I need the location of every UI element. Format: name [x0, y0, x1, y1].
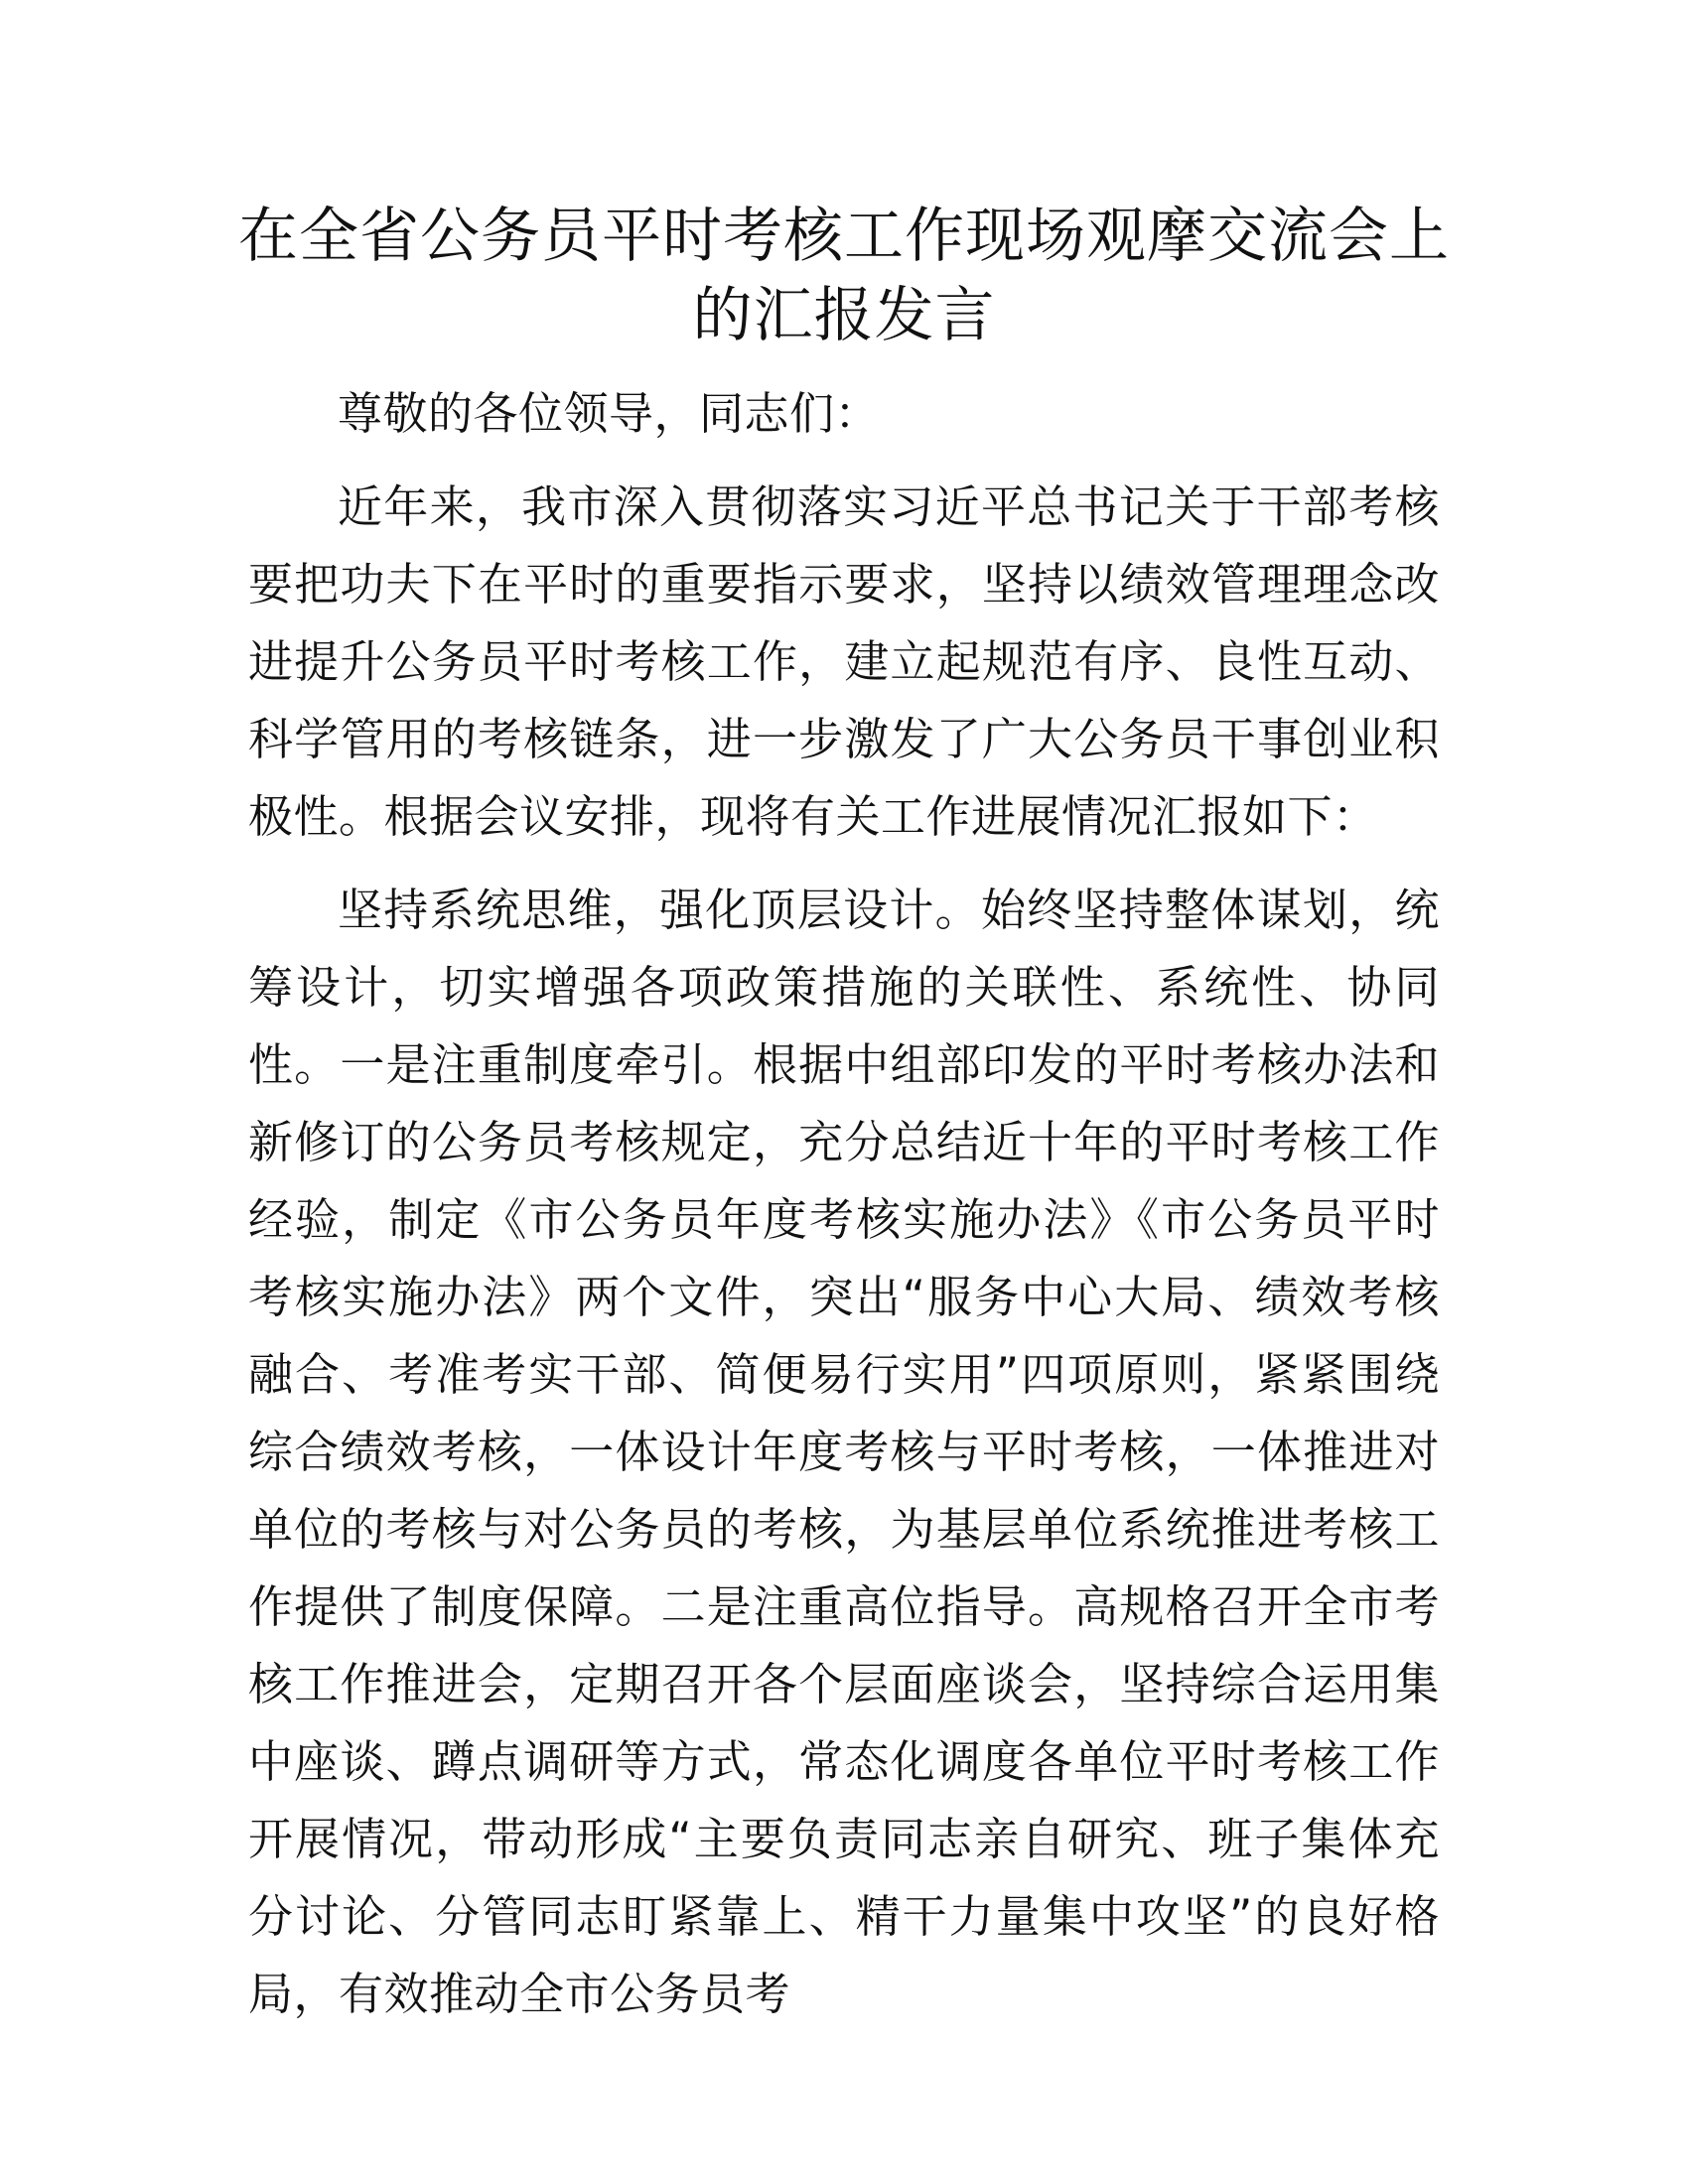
salutation: 尊敬的各位领导，同志们：	[338, 387, 881, 440]
paragraph-intro: 近年来，我市深入贯彻落实习近平总书记关于干部考核要把功夫下在平时的重要指示要求，坚持以绩效管理理念改进提升公务员平时考核工作，建立起规范有序、良性互动、科学管用的考核链条，进一步激发了广大公务员干事创业积极性。根据会议安排，现将有关工作进展情况汇报如下：	[248, 480, 1440, 843]
paragraph-system-thinking: 坚持系统思维，强化顶层设计。始终坚持整体谋划，统筹设计，切实增强各项政策措施的关联性、系统性、协同性。一是注重制度牵引。根据中组部印发的平时考核办法和新修订的公务员考核规定，充分总结近十年的平时考核工作经验，制定《市公务员年度考核实施办法》《市公务员平时考核实施办法》两个文件，突出“服务中心大局、绩效考核融合、考准考实干部、简便易行实用”四项原则，紧紧围绕综合绩效考核，一体设计年度考核与平时考核，一体推进对单位的考核与对公务员的考核，为基层单位系统推进考核工作提供了制度保障。二是注重高位指导。高规格召开全市考核工作推进会，定期召开各个层面座谈会，坚持综合运用集中座谈、蹲点调研等方式，常态化调度各单位平时考核工作开展情况，带动形成“主要负责同志亲自研究、班子集体充分讨论、分管同志盯紧靠上、精干力量集中攻坚”的良好格局，有效推动全市公务员考	[248, 884, 1440, 2020]
document-body	[248, 375, 1440, 2033]
document-title: 在全省公务员平时考核工作现场观摩交流会上的汇报发言	[238, 202, 1450, 350]
